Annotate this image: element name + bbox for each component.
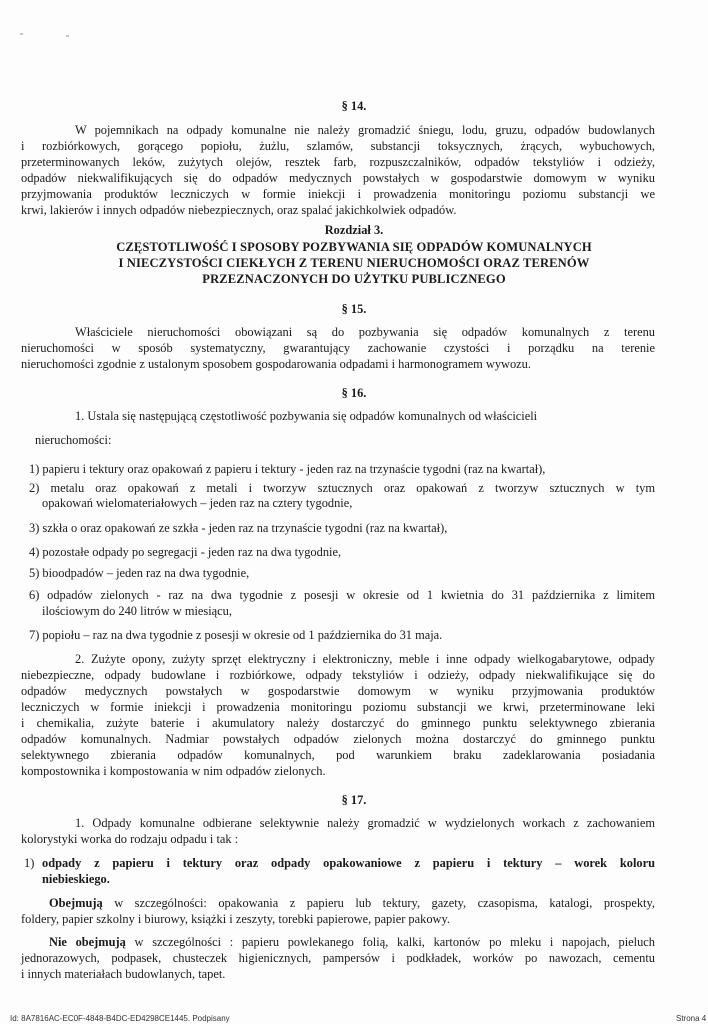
paragraph-line: kompostownika i kompostowania w nim odpadów zielonych. [21,764,326,778]
paragraph-line: niebezpieczne, odpady budowlane i rozbiórkowe, odpady tekstyliów i odzieży, odpady niekwalifikujące się do [21,668,655,682]
paragraph-line: jednorazowych, podpasek, chusteczek higienicznych, pampersów i podkładek, worków po nawozach, cementu [21,951,655,965]
paragraph-line: odpadów komunalnych. Nadmiar powstałych odpadów zielonych można dostarczyć do gminnego punktu [21,732,655,746]
paragraph-line: przeterminowanych leków, zużytych olejów, resztek farb, rozpuszczalników, odpadów tekstyliów i odzieży, [21,155,655,169]
paragraph-line: i innych materiałach budowlanych, tapet. [21,967,226,981]
includes-label: Obejmują [49,896,103,910]
paragraph-line: krwi, lakierów i innych odpadów niebezpiecznych, oraz spalać jakichkolwiek odpadów. [21,203,457,217]
section-heading-15: § 15. [341,302,367,316]
page-number: Strona 4 [676,1014,707,1023]
paragraph-line: nieruchomości zgodnie z ustalonym sposobem gospodarowania odpadami i harmonogramem wywozu. [21,357,531,371]
list-item-2-cont: opakowań wielomateriałowych – jeden raz na cztery tygodnie, [42,496,353,510]
paragraph-line: przyjmowania produktów leczniczych w formie iniekcji i prowadzenia monitoringu poziomu substancji we [21,187,655,201]
excludes-paragraph [49,935,655,951]
list-item-bold-cont: niebieskiego. [42,872,110,886]
paragraph-line: Właściciele nieruchomości obowiązani są do pozbywania się odpadów komunalnych z terenu [75,325,655,339]
list-item-6-cont: ilościowym do 240 litrów w miesiącu, [42,604,232,618]
paragraph-line: leczniczych w formie iniekcji i prowadzenia monitoringu poziomu substancji we krwi, przeterminowane leki [21,700,655,714]
excludes-label: Nie obejmują [49,935,126,949]
section-heading-16: § 16. [341,386,367,400]
list-item-4: 4) pozostałe odpady po segregacji - jeden raz na dwa tygodnie, [29,545,342,559]
paragraph-line: nieruchomości w sposób systematyczny, gwarantujący zachowanie czystości i porządku na terenie [21,341,655,355]
section-heading-17: § 17. [341,793,367,807]
chapter-title-line: CZĘSTOTLIWOŚĆ I SPOSOBY POZBYWANIA SIĘ ODPADÓW KOMUNALNYCH [116,240,592,254]
list-item-6: 6) odpadów zielonych - raz na dwa tygodnie z posesji w okresie od 1 kwietnia do 31 października z limitem [29,588,655,602]
includes-text: w szczególności: opakowania z papieru lub tektury, gazety, czasopisma, katalogi, prospekty, [102,896,655,910]
paragraph-line: odpadów niekwalifikujących się do odpadów medycznych powstałych w gospodarstwie domowym w wyniku [21,171,655,185]
paragraph-line: i rozbiórkowych, gorącego popiołu, żużlu, szlamów, substancji toksycznych, żrących, wybuchowych, [21,139,655,153]
chapter-title-line: I NIECZYSTOŚCI CIEKŁYCH Z TERENU NIERUCHOMOŚCI ORAZ TERENÓW [118,256,590,270]
paragraph-line: i chemikalia, zużyte baterie i akumulatory należy dostarczyć do gminnego punktu selektywnego zbierania [21,716,655,730]
paragraph-line: odpadów medycznych powstałych w gospodarstwie domowym w wyniku przyjmowania produktów [21,684,655,698]
list-item-bold: odpady z papieru i tektury oraz odpady opakowaniowe z papieru i tektury – worek koloru [42,856,655,870]
list-item-3: 3) szkła o oraz opakowań ze szkła - jeden raz na trzynaście tygodni (raz na kwartał), [29,521,448,535]
list-item-2: 2) metalu oraz opakowań z metali i tworzyw sztucznych oraz opakowań z tworzyw sztucznych w tym [29,481,655,495]
paragraph-line: 1. Odpady komunalne odbierane selektywnie należy gromadzić w wydzielonych workach z zachowaniem [75,816,655,830]
paragraph-line: 1. Ustala się następującą częstotliwość pozbywania się odpadów komunalnych od właścicieli [75,409,538,423]
scan-mark [66,35,69,37]
includes-paragraph [49,896,655,912]
scan-mark [20,33,23,35]
paragraph-line: kolorystyki worka do rodzaju odpadu i tak : [21,832,239,846]
footer-id: Id: 8A7816AC-EC0F-4848-B4DC-ED4298CE1445. Podpisany [10,1014,230,1023]
list-item-number: 1) [24,856,35,870]
chapter-title-line: PRZEZNACZONYCH DO UŻYTKU PUBLICZNEGO [202,272,506,286]
excludes-text: w szczególności : papieru powlekanego folią, kalki, kartonów po mleku i napojach, pieluch [125,935,655,949]
list-item-5: 5) bioodpadów – jeden raz na dwa tygodnie, [29,566,250,580]
chapter-label: Rozdział 3. [324,223,384,237]
paragraph-line: selektywnego zbierania odpadów komunalnych, pod warunkiem braku zadeklarowania posiadania [21,748,655,762]
section-heading-14: § 14. [341,99,367,113]
paragraph-line: nieruchomości: [35,433,112,447]
list-item-7: 7) popiołu – raz na dwa tygodnie z posesji w okresie od 1 października do 31 maja. [29,628,443,642]
paragraph-line: foldery, papier szkolny i biurowy, książki i zeszyty, torebki papierowe, papier pakowy. [21,912,450,926]
paragraph-line: W pojemnikach na odpady komunalne nie należy gromadzić śniegu, lodu, gruzu, odpadów budowlanych [75,123,655,137]
paragraph-line: 2. Zużyte opony, zużyty sprzęt elektryczny i elektroniczny, meble i inne odpady wielkogabarytowe, odpady [75,652,655,666]
list-item-1: 1) papieru i tektury oraz opakowań z papieru i tektury - jeden raz na trzynaście tygodni (raz na kwartał), [29,462,546,476]
